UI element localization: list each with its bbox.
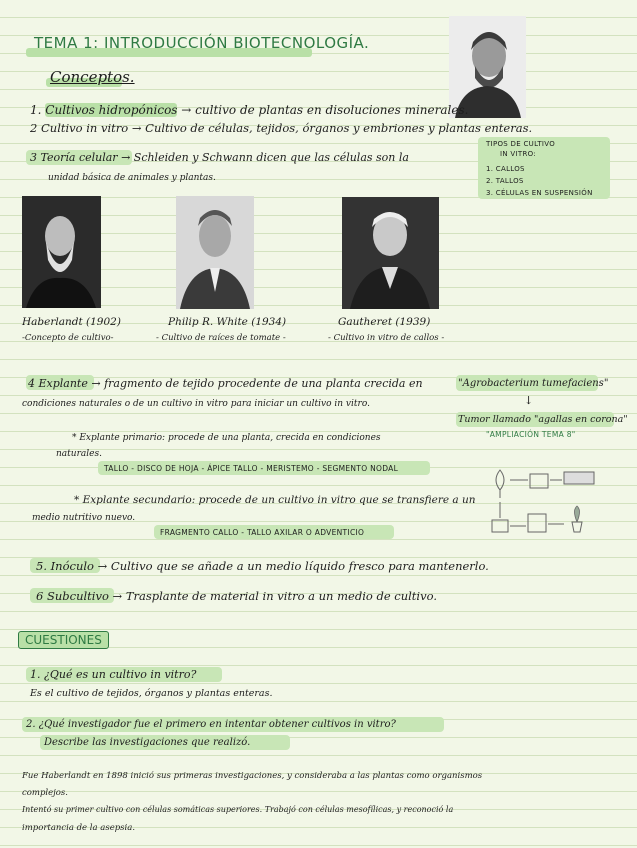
- concept-3-definition-line2: unidad básica de animales y plantas.: [48, 173, 216, 183]
- portrait-white: [176, 196, 254, 309]
- arrow-icon: →: [121, 151, 131, 164]
- explante-secundario-list: FRAGMENTO CALLO - TALLO AXILAR O ADVENTICIO: [160, 528, 365, 537]
- concept-3-definition-line1: Schleiden y Schwann dicen que las células son la: [133, 151, 409, 164]
- question-1: 1. ¿Qué es un cultivo in vitro?: [30, 668, 197, 681]
- explante-primario-line2: naturales.: [56, 449, 102, 459]
- inoculo: [36, 560, 489, 572]
- portrait-gautheret: [342, 197, 439, 309]
- concept-2-term: Cultivo in vitro: [40, 121, 129, 135]
- explante-line2: condiciones naturales o de un cultivo in vitro para iniciar un cultivo in vitro.: [22, 399, 370, 409]
- subcultivo-definition: Trasplante de material in vitro a un medio de cultivo.: [125, 589, 437, 603]
- concept-2-number: 2: [30, 121, 38, 135]
- scientist-1-desc: -Concepto de cultivo-: [22, 333, 114, 343]
- question-2-part-b: Describe las investigaciones que realizó.: [44, 737, 251, 748]
- arrow-icon: →: [181, 103, 192, 117]
- concept-2: [30, 122, 532, 134]
- tipos-item-3: 3. CÉLULAS EN SUSPENSIÓN: [486, 189, 593, 197]
- concept-3-term: Teoría celular: [40, 151, 118, 164]
- explante-number: 4: [28, 377, 35, 390]
- agro-arrow: ↓: [524, 394, 534, 407]
- scientist-2-desc: - Cultivo de raíces de tomate -: [156, 333, 286, 343]
- answer-2-line3: Intentó su primer cultivo con células somáticas superiores. Trabajó con células mesofílicas, y reconoció la: [22, 805, 454, 814]
- inoculo-term: Inóculo: [50, 559, 94, 573]
- question-2: 2. ¿Qué investigador fue el primero en intentar obtener cultivos in vitro?: [26, 719, 396, 730]
- arrow-icon: →: [112, 589, 123, 603]
- concept-3-number: 3: [30, 151, 37, 164]
- concept-1-term: Cultivos hidropónicos: [45, 103, 178, 117]
- agro-ampliacion: "AMPLIACIÓN TEMA 8": [486, 430, 576, 439]
- tipos-title-line1: TIPOS DE CULTIVO: [486, 140, 556, 148]
- subcultivo: [36, 590, 437, 602]
- concept-3: [30, 152, 409, 164]
- culture-process-diagram: [488, 466, 598, 536]
- answer-1: Es el cultivo de tejidos, órganos y plantas enteras.: [30, 688, 273, 699]
- scientist-3-desc: - Cultivo in vitro de callos -: [328, 333, 445, 343]
- concept-1-number: 1.: [30, 103, 42, 117]
- scientist-2-name: Philip R. White (1934): [168, 316, 287, 328]
- arrow-icon: →: [91, 377, 101, 390]
- scientist-3-name: Gautheret (1939): [338, 316, 431, 328]
- explante-secundario-line1: * Explante secundario: procede de un cultivo in vitro que se transfiere a un: [74, 494, 476, 506]
- tipos-title-line2: IN VITRO:: [500, 150, 536, 158]
- concept-1-definition: cultivo de plantas en disoluciones minerales.: [195, 103, 469, 117]
- cuestiones-heading: CUESTIONES: [18, 631, 109, 649]
- arrow-icon: →: [97, 559, 108, 573]
- page-title: TEMA 1: INTRODUCCIÓN BIOTECNOLOGÍA.: [34, 34, 370, 52]
- explante-secundario-line2: medio nutritivo nuevo.: [32, 513, 136, 523]
- tipos-item-2: 2. TALLOS: [486, 177, 524, 185]
- explante: [28, 378, 423, 390]
- explante-primario-line1: * Explante primario: procede de una planta, crecida en condiciones: [72, 433, 381, 443]
- concept-2-definition: Cultivo de células, tejidos, órganos y embriones y plantas enteras.: [145, 121, 533, 135]
- agro-name: "Agrobacterium tumefaciens": [458, 378, 609, 389]
- inoculo-definition: Cultivo que se añade a un medio líquido fresco para mantenerlo.: [110, 559, 489, 573]
- arrow-icon: →: [131, 121, 142, 135]
- portrait-haberlandt: [22, 196, 101, 308]
- subcultivo-number: 6: [36, 589, 44, 603]
- tipos-item-1: 1. CALLOS: [486, 165, 525, 173]
- answer-2-line1: Fue Haberlandt en 1898 inició sus primeras investigaciones, y consideraba a las plantas como organismos: [22, 771, 483, 781]
- agro-tumor: Tumor llamado "agallas en corona": [458, 414, 628, 425]
- explante-term: Explante: [38, 377, 88, 390]
- explante-line1: fragmento de tejido procedente de una planta crecida en: [104, 377, 423, 390]
- explante-primario-list: TALLO - DISCO DE HOJA - ÁPICE TALLO - MERISTEMO - SEGMENTO NODAL: [104, 464, 399, 473]
- answer-2-line2: complejos.: [22, 788, 68, 798]
- scientist-1-name: Haberlandt (1902): [22, 316, 121, 328]
- concepts-heading: Conceptos.: [50, 68, 135, 86]
- concept-1: [30, 104, 468, 116]
- subcultivo-term: Subcultivo: [46, 589, 109, 603]
- answer-2-line4: importancia de la asepsia.: [22, 823, 136, 833]
- inoculo-number: 5.: [36, 559, 47, 573]
